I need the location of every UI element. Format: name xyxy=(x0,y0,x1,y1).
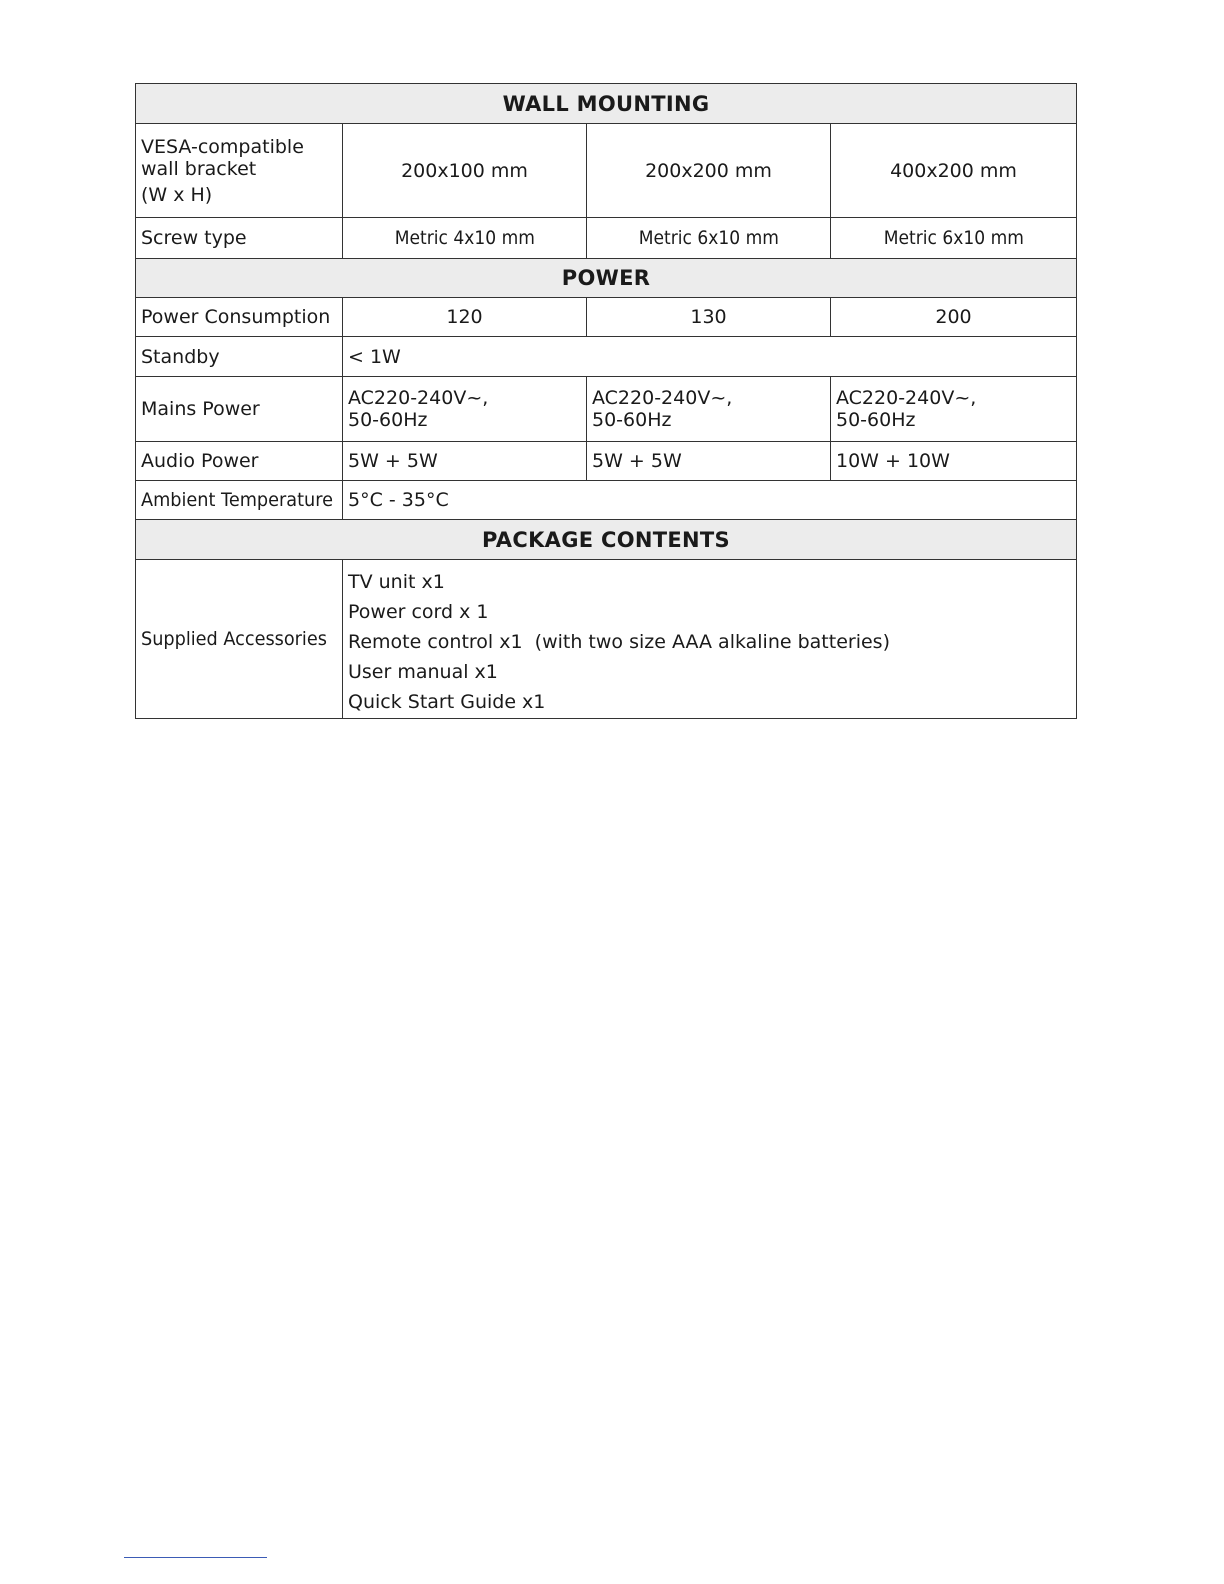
accessories-label-text: Supplied Accessories xyxy=(141,628,327,650)
power-title: POWER xyxy=(136,259,1077,298)
screw-value-1-text: Metric 4x10 mm xyxy=(394,227,535,249)
audio-value-1: 5W + 5W xyxy=(343,442,587,481)
accessories-row xyxy=(136,560,1077,719)
vesa-label-line-3: (W x H) xyxy=(141,183,213,206)
consumption-value-2: 130 xyxy=(587,298,831,337)
screw-value-1 xyxy=(343,218,587,259)
standby-value: < 1W xyxy=(343,337,1077,377)
ambient-label xyxy=(136,481,343,520)
vesa-value-1: 200x100 mm xyxy=(343,124,587,218)
mains-value-3-line-2: 50-60Hz xyxy=(836,409,916,431)
audio-value-2: 5W + 5W xyxy=(587,442,831,481)
ambient-label-text: Ambient Temperature xyxy=(141,489,333,511)
power-header-row xyxy=(136,259,1077,298)
mains-value-1-line-2: 50-60Hz xyxy=(348,409,428,431)
standby-row xyxy=(136,337,1077,377)
consumption-value-3: 200 xyxy=(831,298,1077,337)
screw-value-3 xyxy=(831,218,1077,259)
accessory-item-2: Power cord x 1 xyxy=(348,600,489,623)
screw-row xyxy=(136,218,1077,259)
wall-mounting-title: WALL MOUNTING xyxy=(136,84,1077,124)
wall-mounting-header-row xyxy=(136,84,1077,124)
accessory-item-5: Quick Start Guide x1 xyxy=(348,690,546,713)
vesa-label-line-2: wall bracket xyxy=(141,157,257,180)
audio-row xyxy=(136,442,1077,481)
vesa-label-line-1: VESA-compatible xyxy=(141,135,304,158)
consumption-row xyxy=(136,298,1077,337)
vesa-value-2: 200x200 mm xyxy=(587,124,831,218)
vesa-value-3: 400x200 mm xyxy=(831,124,1077,218)
mains-value-2-line-1: AC220-240V~, xyxy=(592,387,733,409)
audio-label: Audio Power xyxy=(136,442,343,481)
consumption-value-1: 120 xyxy=(343,298,587,337)
vesa-label xyxy=(136,124,343,218)
accessories-label xyxy=(136,560,343,719)
mains-row xyxy=(136,377,1077,442)
standby-label: Standby xyxy=(136,337,343,377)
spec-table xyxy=(135,83,1077,719)
accessory-item-3: Remote control x1 (with two size AAA alkaline batteries) xyxy=(348,630,890,653)
audio-value-3: 10W + 10W xyxy=(831,442,1077,481)
accessories-list xyxy=(343,560,1077,719)
mains-value-2 xyxy=(587,377,831,442)
vesa-row xyxy=(136,124,1077,218)
screw-value-3-text: Metric 6x10 mm xyxy=(883,227,1024,249)
consumption-label: Power Consumption xyxy=(136,298,343,337)
screw-label: Screw type xyxy=(136,218,343,259)
screw-value-2 xyxy=(587,218,831,259)
footer-rule xyxy=(124,1557,267,1558)
package-title: PACKAGE CONTENTS xyxy=(136,520,1077,560)
ambient-value: 5°C - 35°C xyxy=(343,481,1077,520)
accessory-item-4: User manual x1 xyxy=(348,660,498,683)
mains-value-2-line-2: 50-60Hz xyxy=(592,409,672,431)
accessory-item-1: TV unit x1 xyxy=(348,570,445,593)
mains-value-3-line-1: AC220-240V~, xyxy=(836,387,977,409)
mains-label: Mains Power xyxy=(136,377,343,442)
screw-value-2-text: Metric 6x10 mm xyxy=(638,227,779,249)
package-header-row xyxy=(136,520,1077,560)
ambient-row xyxy=(136,481,1077,520)
mains-value-1-line-1: AC220-240V~, xyxy=(348,387,489,409)
mains-value-3 xyxy=(831,377,1077,442)
mains-value-1 xyxy=(343,377,587,442)
